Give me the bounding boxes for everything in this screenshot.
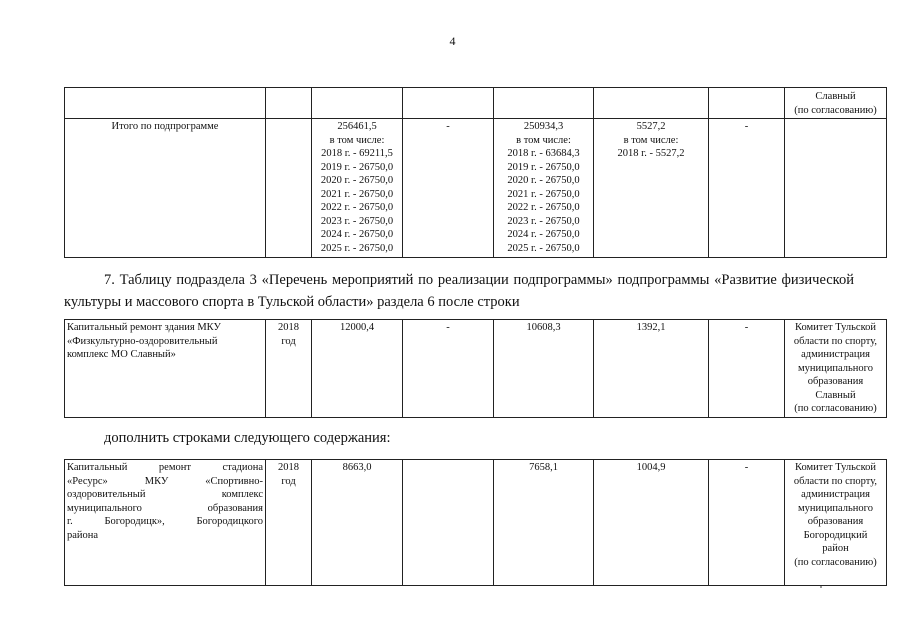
regional-funding-cell: 250934,3 в том числе: 2018 г. - 63684,3 2019 г. - 26750,0 2020 г. - 26750,0 2021 г. - 26750,0 2022 г. - 26750,0 2023 г. - 26750,0 2024 г. - 26750,0 2025 г. - 26750,0 — [494, 119, 594, 258]
regional-funding-cell: 10608,3 — [494, 320, 594, 418]
local-funding-cell: 1004,9 — [594, 460, 709, 586]
supplement-text: дополнить строками следующего содержания: — [104, 430, 391, 446]
total-funding-cell: 256461,5 в том числе: 2018 г. - 69211,5 2019 г. - 26750,0 2020 г. - 26750,0 2021 г. - 26750,0 2022 г. - 26750,0 2023 г. - 26750,0 2024 г. - 26750,0 2025 г. - 26750,0 — [312, 119, 403, 258]
subprogram-total-table — [64, 87, 887, 258]
year-cell: 2018 год — [266, 320, 312, 418]
page-number: 4 — [449, 34, 456, 48]
responsible-cell: Комитет Тульской области по спорту, администрация муниципального образования Славный (по согласованию) — [785, 320, 887, 418]
responsible-cell: Славный (по согласованию) — [785, 88, 887, 119]
paragraph-7: 7. Таблицу подраздела 3 «Перечень мероприятий по реализации подпрограммы» подпрограммы «Развитие физической культуры и массового спорта в Тульской области» раздела 6 после строки — [64, 272, 854, 310]
table-row — [65, 320, 887, 418]
event-name-cell: Капитальный ремонт стадиона «Ресурс» МКУ «Спортивно- оздоровительный комплекс муниципального образования г. Богородицк», Богородицкого района — [65, 460, 266, 586]
other-funding-cell: - — [709, 320, 785, 418]
responsible-cell: Комитет Тульской области по спорту, администрация муниципального образования Богородицкий район (по согласованию) — [785, 460, 887, 586]
regional-funding-cell: 7658,1 — [494, 460, 594, 586]
scan-speck — [820, 586, 822, 588]
federal-funding-cell: - — [403, 320, 494, 418]
event-name-cell: Капитальный ремонт здания МКУ «Физкультурно-оздоровительный комплекс МО Славный» — [65, 320, 266, 418]
total-funding-cell: 8663,0 — [312, 460, 403, 586]
local-funding-cell: 1392,1 — [594, 320, 709, 418]
row-name-cell: Итого по подпрограмме — [65, 119, 266, 258]
year-cell: 2018 год — [266, 460, 312, 586]
table-row — [65, 460, 887, 586]
other-funding-cell: - — [709, 460, 785, 586]
existing-row-table — [64, 319, 887, 418]
federal-funding-cell: - — [403, 119, 494, 258]
other-funding-cell: - — [709, 119, 785, 258]
table-row — [65, 88, 887, 119]
table-row — [65, 119, 887, 258]
new-row-table — [64, 459, 887, 586]
total-funding-cell: 12000,4 — [312, 320, 403, 418]
federal-funding-cell — [403, 460, 494, 586]
local-funding-cell: 5527,2 в том числе: 2018 г. - 5527,2 — [594, 119, 709, 258]
